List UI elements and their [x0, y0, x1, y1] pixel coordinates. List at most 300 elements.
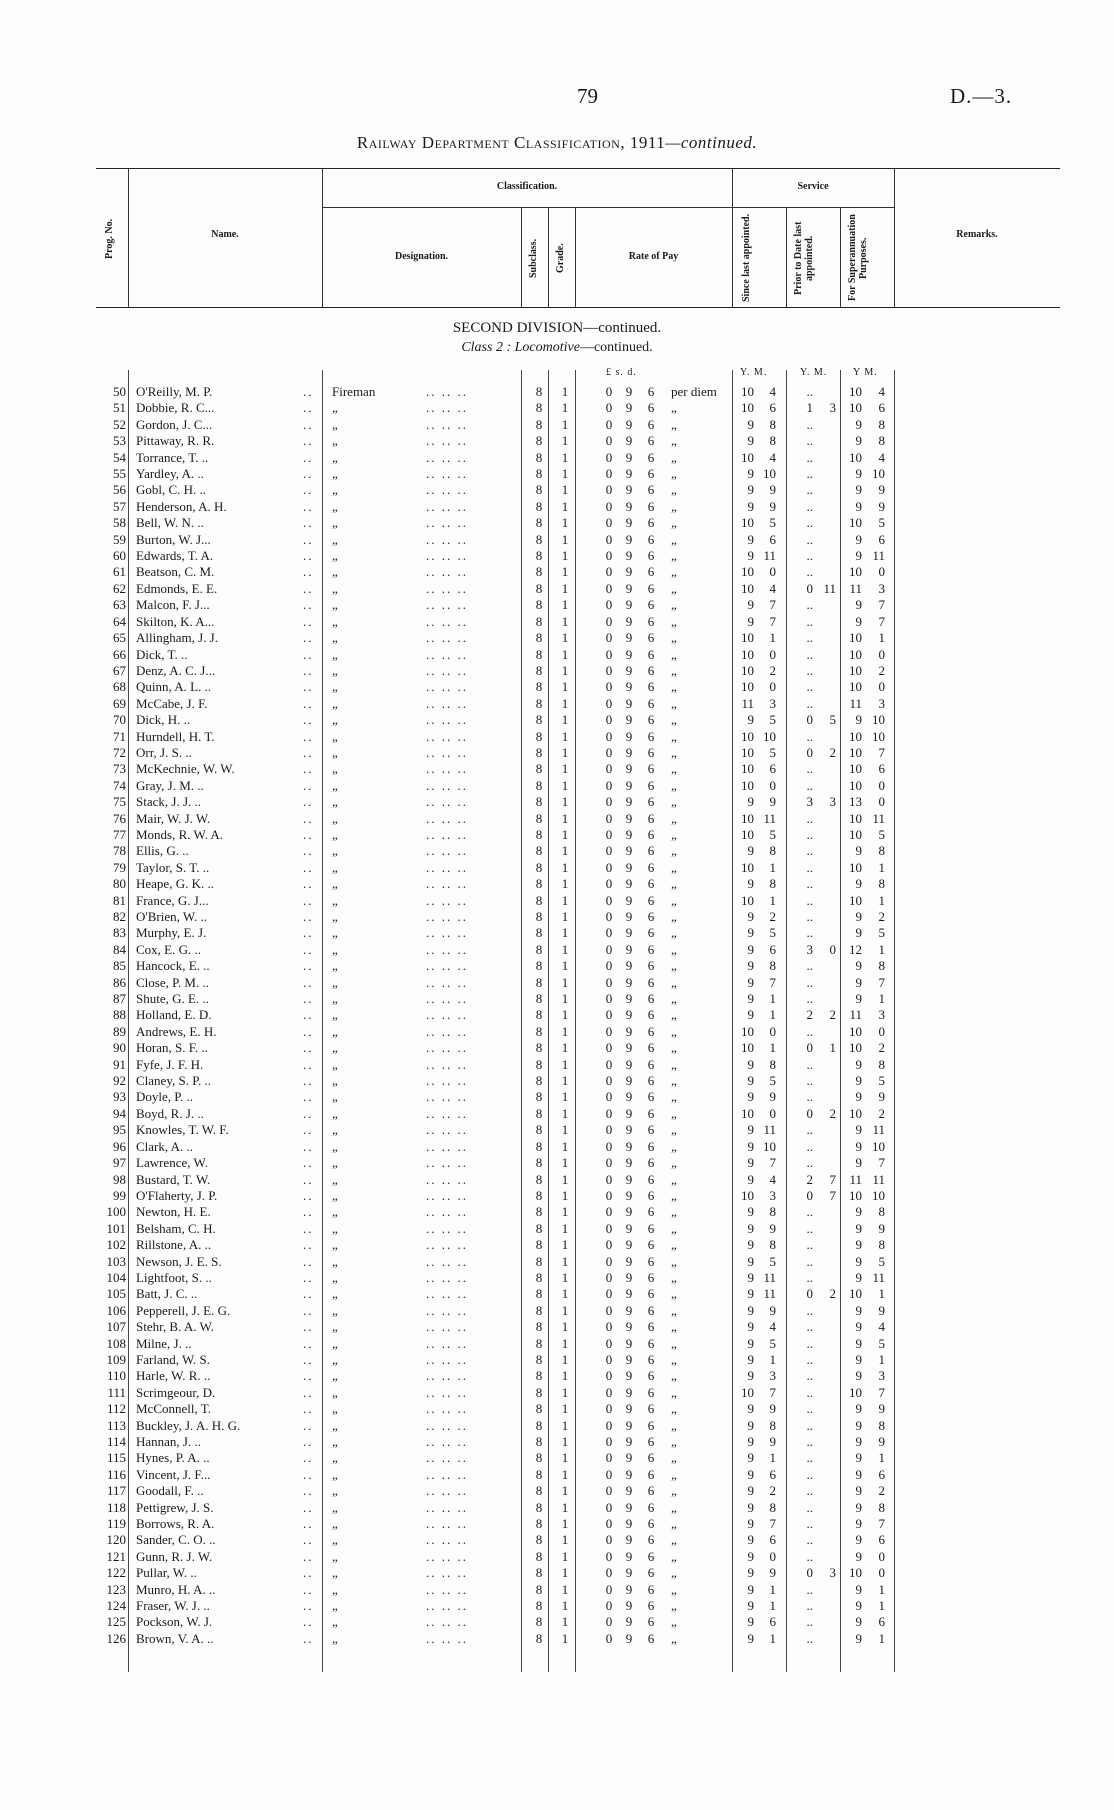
- table-row: [96, 564, 1060, 580]
- super-years-cell: 13: [849, 794, 862, 810]
- since-years-cell: 9: [747, 1155, 754, 1171]
- since-months-cell: 11: [763, 1286, 776, 1302]
- leader-dots: ..: [303, 1105, 314, 1121]
- leader-dots: ..: [303, 646, 314, 662]
- pay-shillings-cell: 9: [625, 1351, 633, 1367]
- pay-period-cell: „: [671, 695, 677, 711]
- since-years-cell: 9: [747, 466, 754, 482]
- designation-cell: „: [332, 1155, 338, 1171]
- grade-cell: 1: [561, 777, 569, 793]
- designation-cell: „: [332, 728, 338, 744]
- leader-dots: ..: [303, 433, 314, 449]
- prior-years-cell: 0: [806, 580, 813, 596]
- name-cell: Lawrence, W.: [136, 1155, 208, 1171]
- prog-no-cell: 93: [113, 1089, 126, 1105]
- subclass-cell: 8: [535, 580, 543, 596]
- prior-years-cell: ..: [806, 1434, 813, 1449]
- super-months-cell: 1: [878, 1286, 885, 1302]
- grade-cell: 1: [561, 958, 569, 974]
- super-years-cell: 9: [855, 843, 862, 859]
- pay-period-cell: „: [671, 1237, 677, 1253]
- designation-cell: „: [332, 1499, 338, 1515]
- prog-no-cell: 103: [106, 1253, 126, 1269]
- pay-shillings-cell: 9: [625, 1630, 633, 1646]
- pay-pounds-cell: 0: [605, 498, 613, 514]
- name-cell: Lightfoot, S. ..: [136, 1269, 212, 1285]
- since-months-cell: 8: [769, 1417, 776, 1433]
- subclass-cell: 8: [535, 991, 543, 1007]
- pay-period-cell: „: [671, 1040, 677, 1056]
- prog-no-cell: 124: [106, 1598, 126, 1614]
- prior-years-cell: ..: [806, 1335, 813, 1351]
- name-cell: Pettigrew, J. S.: [136, 1499, 214, 1515]
- super-years-cell: 10: [849, 662, 862, 678]
- prog-no-cell: 115: [106, 1450, 126, 1466]
- pay-shillings-cell: 9: [625, 876, 633, 892]
- pay-period-cell: „: [671, 679, 677, 695]
- grade-cell: 1: [561, 1516, 569, 1532]
- pay-shillings-cell: 9: [625, 1434, 633, 1449]
- super-months-cell: 7: [878, 597, 885, 613]
- pay-period-cell: „: [671, 580, 677, 596]
- grade-cell: 1: [561, 498, 569, 514]
- super-months-cell: 1: [878, 630, 885, 646]
- pay-pounds-cell: 0: [605, 646, 613, 662]
- super-months-cell: 0: [878, 646, 885, 662]
- table-row: [96, 1418, 1060, 1434]
- since-months-cell: 3: [769, 695, 776, 711]
- prior-years-cell: ..: [806, 1023, 813, 1039]
- leader-dots: ..: [303, 761, 314, 777]
- pay-period-cell: „: [671, 794, 677, 810]
- prior-years-cell: ..: [806, 1220, 813, 1236]
- table-row: [96, 1122, 1060, 1138]
- pay-pence-cell: 6: [647, 416, 655, 432]
- leader-dots: .. .. ..: [426, 1089, 468, 1105]
- pay-shillings-cell: 9: [625, 1401, 633, 1417]
- subclass-cell: 8: [535, 777, 543, 793]
- prog-no-cell: 83: [113, 925, 126, 941]
- since-months-cell: 11: [763, 548, 776, 564]
- grade-cell: 1: [561, 1171, 569, 1187]
- designation-cell: „: [332, 712, 338, 728]
- subclass-cell: 8: [535, 646, 543, 662]
- prior-years-cell: 1: [806, 400, 813, 416]
- name-cell: France, G. J...: [136, 892, 209, 908]
- pay-pounds-cell: 0: [605, 974, 613, 990]
- super-years-cell: 9: [855, 416, 862, 432]
- pay-shillings-cell: 9: [625, 613, 633, 629]
- super-months-cell: 7: [878, 1384, 885, 1400]
- prog-no-cell: 51: [113, 400, 126, 416]
- since-years-cell: 9: [747, 925, 754, 941]
- prior-years-cell: ..: [806, 646, 813, 662]
- prog-no-cell: 90: [113, 1040, 126, 1056]
- pay-pounds-cell: 0: [605, 482, 613, 498]
- leader-dots: .. .. ..: [426, 548, 468, 564]
- prior-years-cell: ..: [806, 531, 813, 547]
- since-years-cell: 9: [747, 1204, 754, 1220]
- pay-pounds-cell: 0: [605, 564, 613, 580]
- designation-cell: „: [332, 1204, 338, 1220]
- subclass-cell: 8: [535, 794, 543, 810]
- table-row: [96, 1139, 1060, 1155]
- grade-cell: 1: [561, 1040, 569, 1056]
- pay-shillings-cell: 9: [625, 646, 633, 662]
- name-cell: Bell, W. N. ..: [136, 515, 204, 531]
- designation-cell: „: [332, 400, 338, 416]
- super-months-cell: 9: [878, 482, 885, 498]
- grade-cell: 1: [561, 1319, 569, 1335]
- pay-shillings-cell: 9: [625, 1007, 633, 1023]
- pay-shillings-cell: 9: [625, 1368, 633, 1384]
- prior-years-cell: 2: [806, 1007, 813, 1023]
- grade-cell: 1: [561, 1565, 569, 1581]
- leader-dots: ..: [303, 564, 314, 580]
- name-cell: Orr, J. S. ..: [136, 744, 192, 760]
- super-years-cell: 10: [849, 892, 862, 908]
- leader-dots: .. .. ..: [426, 679, 468, 695]
- super-years-cell: 10: [849, 400, 862, 416]
- leader-dots: ..: [303, 859, 314, 875]
- name-cell: Edwards, T. A.: [136, 548, 214, 564]
- super-months-cell: 8: [878, 1499, 885, 1515]
- pay-period-cell: „: [671, 1171, 677, 1187]
- leader-dots: ..: [303, 449, 314, 465]
- since-years-cell: 9: [747, 1466, 754, 1482]
- super-years-cell: 10: [849, 1565, 862, 1581]
- table-row: [96, 1500, 1060, 1516]
- since-months-cell: 2: [769, 909, 776, 924]
- super-months-cell: 8: [878, 416, 885, 432]
- prog-no-cell: 117: [106, 1483, 126, 1499]
- super-months-cell: 9: [878, 1089, 885, 1105]
- leader-dots: ..: [303, 728, 314, 744]
- pay-period-cell: „: [671, 1105, 677, 1121]
- designation-cell: Fireman: [332, 384, 376, 399]
- leader-dots: .. .. ..: [426, 728, 468, 744]
- pay-shillings-cell: 9: [625, 712, 633, 728]
- since-years-cell: 9: [747, 1401, 754, 1417]
- since-months-cell: 1: [769, 1630, 776, 1646]
- grade-cell: 1: [561, 564, 569, 580]
- prior-years-cell: ..: [806, 859, 813, 875]
- pay-pounds-cell: 0: [605, 909, 613, 924]
- prior-months-cell: 2: [829, 744, 836, 760]
- header-remarks: Remarks.: [956, 229, 998, 240]
- prog-no-cell: 53: [113, 433, 126, 449]
- designation-cell: „: [332, 744, 338, 760]
- since-months-cell: 3: [769, 1187, 776, 1203]
- grade-cell: 1: [561, 531, 569, 547]
- leader-dots: ..: [303, 1483, 314, 1499]
- table-row: [96, 1007, 1060, 1023]
- leader-dots: ..: [303, 1401, 314, 1417]
- designation-cell: „: [332, 991, 338, 1007]
- pay-period-cell: „: [671, 1384, 677, 1400]
- pay-pence-cell: 6: [647, 1007, 655, 1023]
- prog-no-cell: 63: [113, 597, 126, 613]
- header-designation: Designation.: [394, 251, 449, 262]
- prior-years-cell: ..: [806, 679, 813, 695]
- subclass-cell: 8: [535, 941, 543, 957]
- grade-cell: 1: [561, 1204, 569, 1220]
- since-years-cell: 10: [741, 744, 754, 760]
- super-months-cell: 3: [878, 580, 885, 596]
- super-years-cell: 10: [849, 761, 862, 777]
- pay-shillings-cell: 9: [625, 1138, 633, 1154]
- since-months-cell: 9: [769, 1565, 776, 1581]
- pay-pence-cell: 6: [647, 1598, 655, 1614]
- subclass-cell: 8: [535, 1417, 543, 1433]
- prog-no-cell: 60: [113, 548, 126, 564]
- grade-cell: 1: [561, 909, 569, 924]
- pay-period-cell: „: [671, 909, 677, 924]
- super-months-cell: 11: [872, 548, 885, 564]
- super-years-cell: 9: [855, 712, 862, 728]
- designation-cell: „: [332, 909, 338, 924]
- name-cell: Sander, C. O. ..: [136, 1532, 216, 1548]
- prior-years-cell: ..: [806, 876, 813, 892]
- pay-pounds-cell: 0: [605, 400, 613, 416]
- table-row: [96, 843, 1060, 859]
- subclass-cell: 8: [535, 630, 543, 646]
- table-body: [96, 384, 1060, 1647]
- pay-shillings-cell: 9: [625, 925, 633, 941]
- prior-years-cell: ..: [806, 482, 813, 498]
- super-months-cell: 9: [878, 1434, 885, 1449]
- since-months-cell: 0: [769, 1023, 776, 1039]
- grade-cell: 1: [561, 613, 569, 629]
- designation-cell: „: [332, 1483, 338, 1499]
- since-months-cell: 7: [769, 597, 776, 613]
- super-years-cell: 9: [855, 909, 862, 924]
- super-years-cell: 9: [855, 925, 862, 941]
- subclass-cell: 8: [535, 531, 543, 547]
- pay-pounds-cell: 0: [605, 712, 613, 728]
- pay-period-cell: „: [671, 482, 677, 498]
- pay-period-cell: „: [671, 1286, 677, 1302]
- pay-period-cell: „: [671, 892, 677, 908]
- leader-dots: ..: [303, 597, 314, 613]
- super-years-cell: 9: [855, 1598, 862, 1614]
- since-years-cell: 9: [747, 1351, 754, 1367]
- leader-dots: ..: [303, 1253, 314, 1269]
- pay-pounds-cell: 0: [605, 843, 613, 859]
- table-row: [96, 548, 1060, 564]
- grade-cell: 1: [561, 810, 569, 826]
- grade-cell: 1: [561, 1581, 569, 1597]
- pay-period-cell: „: [671, 925, 677, 941]
- pay-period-cell: „: [671, 1450, 677, 1466]
- prior-years-cell: 0: [806, 1105, 813, 1121]
- pay-period-cell: „: [671, 1434, 677, 1449]
- prior-months-cell: 3: [829, 794, 836, 810]
- prior-years-cell: ..: [806, 1204, 813, 1220]
- grade-cell: 1: [561, 646, 569, 662]
- leader-dots: .. .. ..: [426, 1483, 468, 1499]
- super-months-cell: 5: [878, 826, 885, 842]
- table-row: [96, 860, 1060, 876]
- super-months-cell: 2: [878, 1105, 885, 1121]
- grade-cell: 1: [561, 466, 569, 482]
- prior-years-cell: ..: [806, 1499, 813, 1515]
- prog-no-cell: 56: [113, 482, 126, 498]
- pay-pence-cell: 6: [647, 810, 655, 826]
- pay-period-cell: „: [671, 1089, 677, 1105]
- prog-no-cell: 50: [113, 384, 126, 399]
- super-months-cell: 5: [878, 515, 885, 531]
- pay-shillings-cell: 9: [625, 695, 633, 711]
- super-years-cell: 9: [855, 1204, 862, 1220]
- pay-pence-cell: 6: [647, 1516, 655, 1532]
- table-row: [96, 499, 1060, 515]
- since-years-cell: 9: [747, 1007, 754, 1023]
- pay-pounds-cell: 0: [605, 1532, 613, 1548]
- leader-dots: .. .. ..: [426, 1466, 468, 1482]
- super-months-cell: 0: [878, 564, 885, 580]
- name-cell: Hannan, J. ..: [136, 1434, 201, 1449]
- prior-months-cell: 2: [829, 1286, 836, 1302]
- table-row: [96, 597, 1060, 613]
- pay-pence-cell: 6: [647, 613, 655, 629]
- leader-dots: .. .. ..: [426, 1155, 468, 1171]
- pay-pounds-cell: 0: [605, 1040, 613, 1056]
- prior-years-cell: ..: [806, 1155, 813, 1171]
- prog-no-cell: 57: [113, 498, 126, 514]
- name-cell: Munro, H. A. ..: [136, 1581, 216, 1597]
- super-months-cell: 1: [878, 1351, 885, 1367]
- since-months-cell: 5: [769, 1335, 776, 1351]
- name-cell: Clark, A. ..: [136, 1138, 194, 1154]
- pay-shillings-cell: 9: [625, 630, 633, 646]
- super-months-cell: 6: [878, 1532, 885, 1548]
- pay-shillings-cell: 9: [625, 1516, 633, 1532]
- subclass-cell: 8: [535, 1434, 543, 1449]
- grade-cell: 1: [561, 761, 569, 777]
- name-cell: Andrews, E. H.: [136, 1023, 217, 1039]
- pay-shillings-cell: 9: [625, 580, 633, 596]
- prog-no-cell: 106: [106, 1302, 126, 1318]
- leader-dots: .. .. ..: [426, 1204, 468, 1220]
- pay-period-cell: „: [671, 1417, 677, 1433]
- leader-dots: .. .. ..: [426, 826, 468, 842]
- pay-pence-cell: 6: [647, 712, 655, 728]
- prior-years-cell: ..: [806, 548, 813, 564]
- pay-shillings-cell: 9: [625, 1319, 633, 1335]
- pay-pence-cell: 6: [647, 1384, 655, 1400]
- prog-no-cell: 108: [106, 1335, 126, 1351]
- super-months-cell: 0: [878, 794, 885, 810]
- table-row: [96, 1532, 1060, 1548]
- table-row: [96, 450, 1060, 466]
- units-prior: Y. M.: [800, 367, 828, 378]
- pay-pounds-cell: 0: [605, 1138, 613, 1154]
- prior-years-cell: 0: [806, 1565, 813, 1581]
- prior-years-cell: ..: [806, 1581, 813, 1597]
- prog-no-cell: 126: [106, 1630, 126, 1646]
- grade-cell: 1: [561, 1450, 569, 1466]
- pay-pence-cell: 6: [647, 1466, 655, 1482]
- pay-shillings-cell: 9: [625, 761, 633, 777]
- prog-no-cell: 109: [106, 1351, 126, 1367]
- pay-shillings-cell: 9: [625, 400, 633, 416]
- designation-cell: „: [332, 597, 338, 613]
- name-cell: Pullar, W. ..: [136, 1565, 197, 1581]
- designation-cell: „: [332, 1598, 338, 1614]
- prior-years-cell: ..: [806, 810, 813, 826]
- leader-dots: .. .. ..: [426, 400, 468, 416]
- designation-cell: „: [332, 1122, 338, 1138]
- super-months-cell: 6: [878, 761, 885, 777]
- pay-period-cell: „: [671, 777, 677, 793]
- name-cell: Gordon, J. C...: [136, 416, 213, 432]
- subclass-cell: 8: [535, 384, 543, 399]
- prior-years-cell: ..: [806, 1614, 813, 1630]
- pay-shillings-cell: 9: [625, 974, 633, 990]
- since-years-cell: 10: [741, 728, 754, 744]
- pay-pounds-cell: 0: [605, 1565, 613, 1581]
- super-months-cell: 10: [872, 712, 885, 728]
- pay-pounds-cell: 0: [605, 449, 613, 465]
- pay-pence-cell: 6: [647, 1450, 655, 1466]
- prior-years-cell: ..: [806, 909, 813, 924]
- leader-dots: ..: [303, 1204, 314, 1220]
- super-months-cell: 0: [878, 1548, 885, 1564]
- pay-pounds-cell: 0: [605, 1007, 613, 1023]
- name-cell: O'Flaherty, J. P.: [136, 1187, 218, 1203]
- pay-shillings-cell: 9: [625, 498, 633, 514]
- leader-dots: ..: [303, 909, 314, 924]
- designation-cell: „: [332, 1023, 338, 1039]
- leader-dots: .. .. ..: [426, 630, 468, 646]
- pay-pence-cell: 6: [647, 564, 655, 580]
- designation-cell: „: [332, 1187, 338, 1203]
- pay-pence-cell: 6: [647, 531, 655, 547]
- pay-period-cell: „: [671, 843, 677, 859]
- since-years-cell: 10: [741, 1105, 754, 1121]
- super-months-cell: 5: [878, 1073, 885, 1089]
- pay-pounds-cell: 0: [605, 1023, 613, 1039]
- leader-dots: .. .. ..: [426, 1220, 468, 1236]
- name-cell: Murphy, E. J.: [136, 925, 207, 941]
- table-row: [96, 1270, 1060, 1286]
- section-division: SECOND DIVISION—continued.: [452, 320, 662, 336]
- since-years-cell: 9: [747, 1302, 754, 1318]
- since-years-cell: 9: [747, 1220, 754, 1236]
- pay-pence-cell: 6: [647, 1155, 655, 1171]
- table-row: [96, 761, 1060, 777]
- pay-shillings-cell: 9: [625, 728, 633, 744]
- subclass-cell: 8: [535, 1319, 543, 1335]
- name-cell: Heape, G. K. ..: [136, 876, 214, 892]
- designation-cell: „: [332, 1286, 338, 1302]
- name-cell: O'Brien, W. ..: [136, 909, 207, 924]
- name-cell: Gunn, R. J. W.: [136, 1548, 213, 1564]
- pay-period-cell: „: [671, 1187, 677, 1203]
- since-months-cell: 8: [769, 1056, 776, 1072]
- since-months-cell: 5: [769, 515, 776, 531]
- pay-pounds-cell: 0: [605, 1056, 613, 1072]
- since-years-cell: 9: [747, 1286, 754, 1302]
- leader-dots: ..: [303, 1384, 314, 1400]
- grade-cell: 1: [561, 400, 569, 416]
- designation-cell: „: [332, 1302, 338, 1318]
- pay-pence-cell: 6: [647, 1351, 655, 1367]
- super-years-cell: 9: [855, 974, 862, 990]
- leader-dots: .. .. ..: [426, 662, 468, 678]
- pay-period-cell: „: [671, 1630, 677, 1646]
